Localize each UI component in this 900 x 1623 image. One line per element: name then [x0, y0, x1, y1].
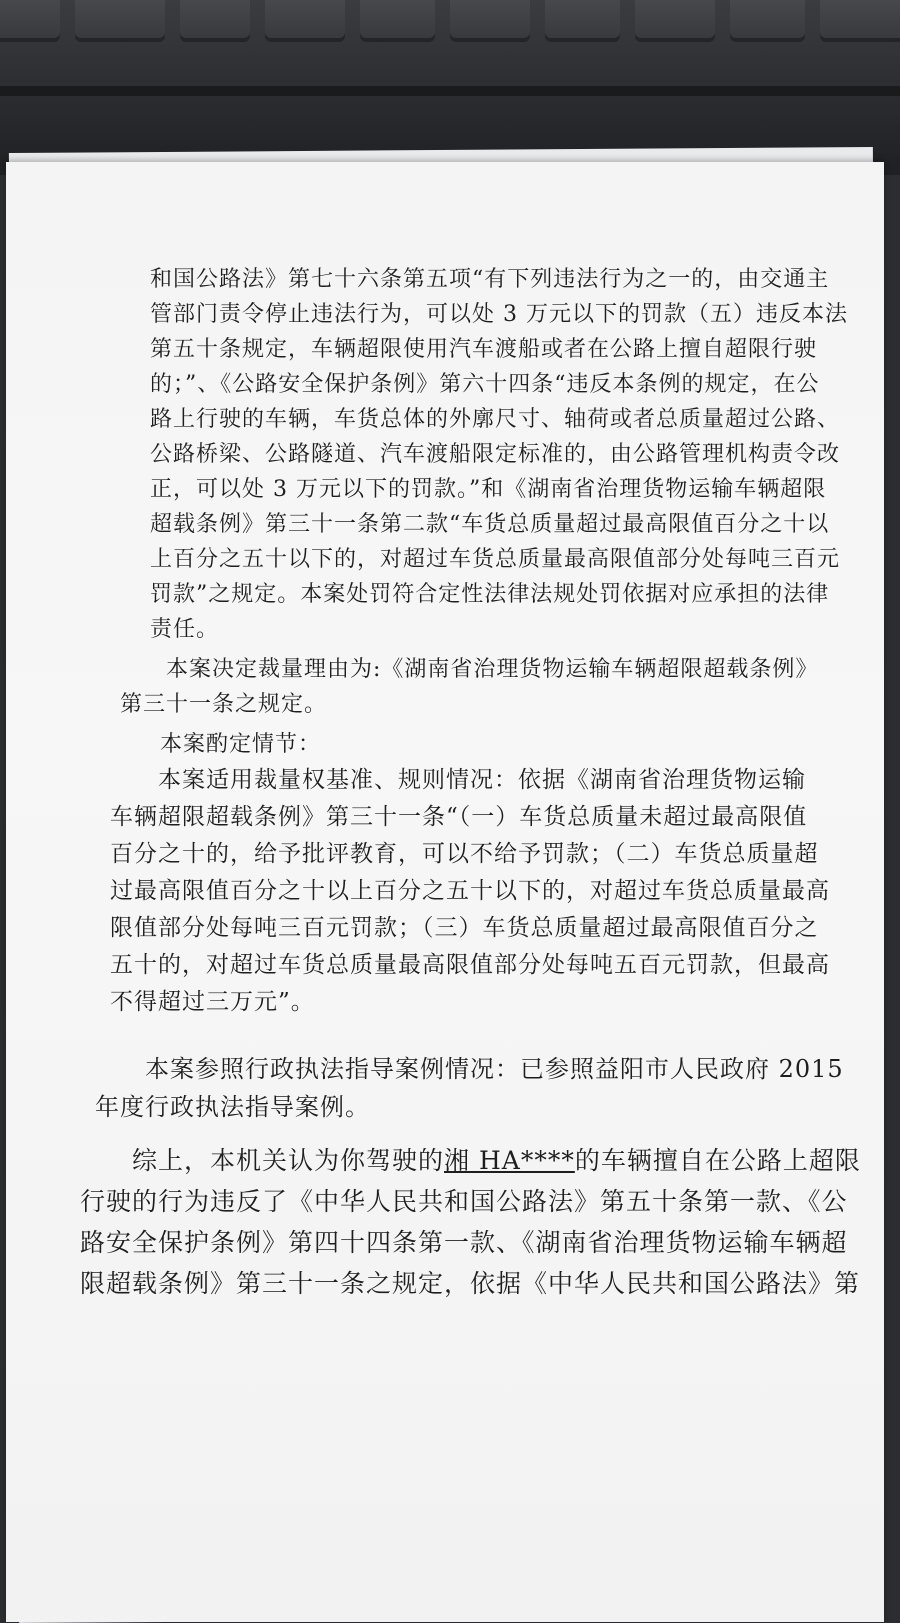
text-line: 路上行驶的车辆，车货总体的外廓尺寸、轴荷或者总质量超过公路、: [150, 407, 841, 432]
paragraph-legal-basis: [150, 262, 848, 647]
keyboard-key: [545, 0, 620, 42]
text-line: 年度行政执法指导案例。: [95, 1093, 370, 1121]
text-line: 限超载条例》第三十一条之规定，依据《中华人民共和国公路法》第: [80, 1269, 861, 1298]
paragraph-discretion-reason: [120, 652, 819, 722]
text-line: 责任。: [150, 617, 220, 642]
text-line: 公路桥梁、公路隧道、汽车渡船限定标准的，由公路管理机构责令改: [150, 442, 841, 467]
paragraph-circumstances: [160, 727, 321, 762]
text-line: 第三十一条之规定。: [120, 692, 328, 717]
keyboard-key: [0, 0, 60, 42]
keyboard-key: [180, 0, 250, 42]
keyboard-key: [730, 0, 805, 42]
text-line: 车辆超限超载条例》第三十一条“（一）车货总质量未超过最高限值: [110, 804, 808, 830]
keyboard-key: [360, 0, 435, 42]
text-line: 本案决定裁量理由为:《湖南省治理货物运输车辆超限超载条例》: [120, 657, 819, 682]
text-line: 行驶的行为违反了《中华人民共和国公路法》第五十条第一款、《公: [80, 1187, 848, 1216]
paragraph-conclusion: [80, 1140, 861, 1304]
text-line: 不得超过三万元”。: [110, 989, 315, 1015]
text-line: 管部门责令停止违法行为，可以处 3 万元以下的罚款（五）违反本法: [150, 302, 848, 327]
text-line: 本案适用裁量权基准、规则情况：依据《湖南省治理货物运输: [110, 767, 806, 793]
keyboard-key: [635, 0, 715, 42]
text-line: 的；”、《公路安全保护条例》第六十四条“违反本条例的规定，在公: [150, 372, 820, 397]
text-line: 过最高限值百分之十以上百分之五十以下的，对超过车货总质量最高: [110, 878, 830, 904]
keyboard-key: [820, 0, 900, 42]
text-line: 上百分之五十以下的，对超过车货总质量最高限值部分处每吨三百元: [150, 547, 841, 572]
text-line: 路安全保护条例》第四十四条第一款、《湖南省治理货物运输车辆超: [80, 1228, 848, 1257]
text-line: 本案酌定情节：: [160, 732, 322, 757]
text-line: 本案参照行政执法指导案例情况：已参照益阳市人民政府 2015: [95, 1055, 844, 1083]
text-line: [80, 1140, 861, 1181]
keyboard-key: [265, 0, 345, 42]
text-line: 正，可以处 3 万元以下的罚款。”和《湖南省治理货物运输车辆超限: [150, 477, 827, 502]
text-line: 限值部分处每吨三百元罚款；（三）车货总质量超过最高限值百分之: [110, 915, 819, 941]
license-plate-text: 湘 HA****: [444, 1146, 575, 1175]
text-segment: 的车辆擅自在公路上超限: [574, 1146, 861, 1175]
text-line: 百分之十的，给予批评教育，可以不给予罚款；（二）车货总质量超: [110, 841, 819, 867]
keyboard-edge: [0, 86, 900, 96]
text-segment: 综上，本机关认为你驾驶的: [80, 1146, 445, 1175]
keyboard-keys: [0, 0, 900, 80]
text-line: 罚款”之规定。本案处罚符合定性法律法规处罚依据对应承担的法律: [150, 582, 830, 607]
paragraph-discretion-standard: [110, 762, 830, 1021]
text-line: 五十的，对超过车货总质量最高限值部分处每吨五百元罚款，但最高: [110, 952, 830, 978]
text-line: 第五十条规定，车辆超限使用汽车渡船或者在公路上擅自超限行驶: [150, 337, 818, 362]
keyboard-key: [75, 0, 165, 42]
keyboard-key: [450, 0, 530, 42]
text-line: 超载条例》第三十一条第二款“车货总质量超过最高限值百分之十以: [150, 512, 830, 537]
paragraph-guidance-case: [95, 1050, 844, 1126]
text-line: 和国公路法》第七十六条第五项“有下列违法行为之一的，由交通主: [150, 267, 830, 292]
